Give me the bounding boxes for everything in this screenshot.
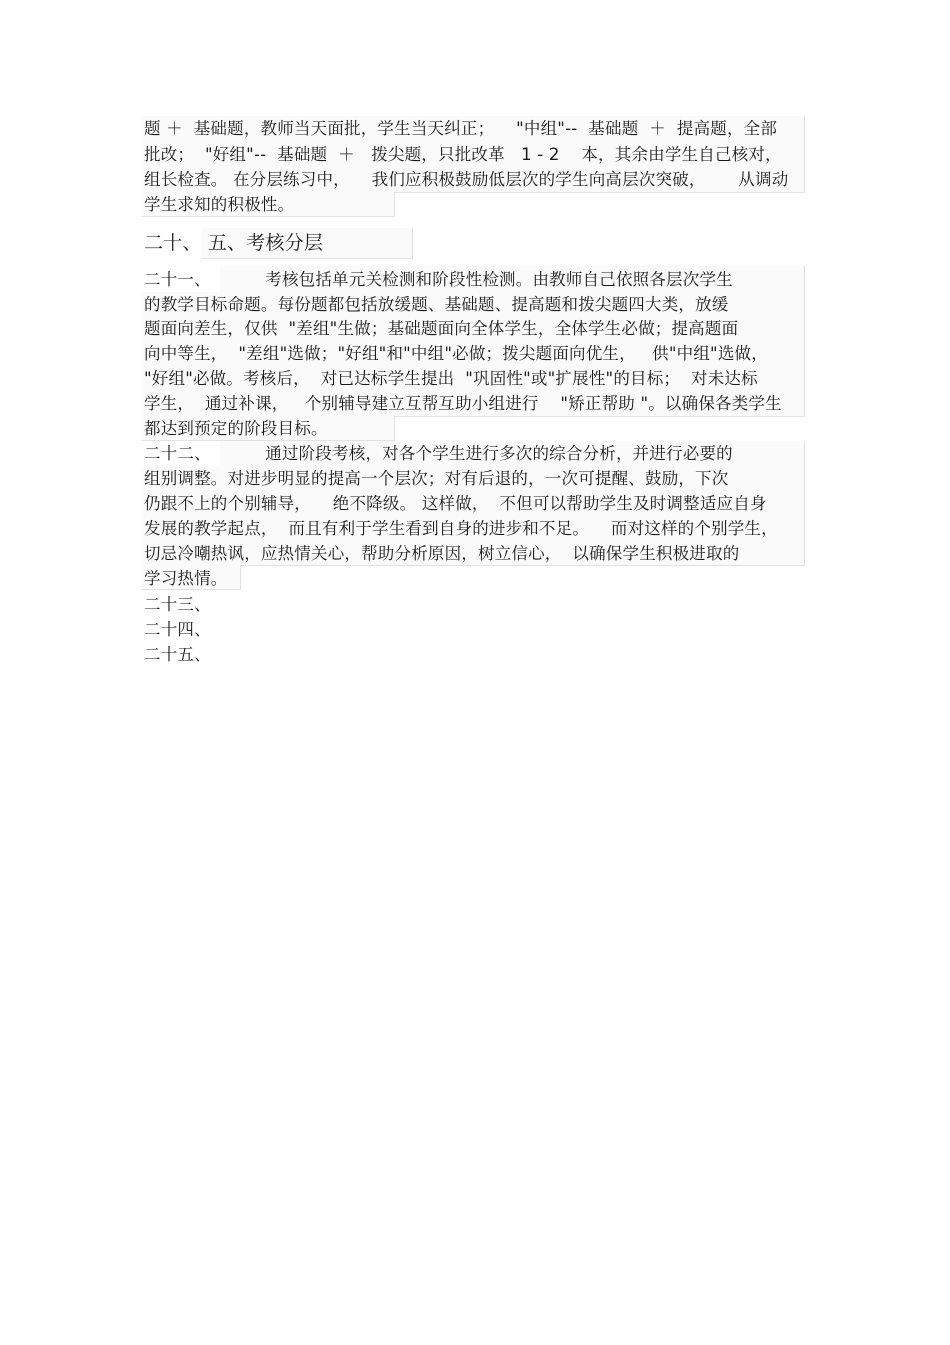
paragraph-line: 二十二、 通过阶段考核，对各个学生进行多次的综合分析，并进行必要的 [144,444,733,463]
paragraph-line: 切忌冷嘲热讽，应热情关心，帮助分析原因，树立信心， 以确保学生积极进取的 [144,544,740,563]
paragraph-line: "好组"必做。考核后， 对已达标学生提出 "巩固性"或"扩展性"的目标； 对未达标 [144,369,758,388]
paragraph-line: 组别调整。对进步明显的提高一个层次；对有后退的，一次可提醒、鼓励，下次 [144,469,729,488]
paragraph-line: 题面向差生，仅供 "差组"生做；基础题面向全体学生，全体学生必做；提高题面 [144,319,739,338]
paragraph-line: 题 ＋ 基础题，教师当天面批，学生当天纠正； "中组"-- 基础题 ＋ 提高题，全部 [144,119,778,138]
list-item: 二十三、 [144,595,211,614]
section-heading: 二十、 五、考核分层 [144,232,324,254]
paragraph-line: 组长检查。 在分层练习中， 我们应积极鼓励低层次的学生向高层次突破， 从调动 [144,170,789,189]
list-item: 二十四、 [144,620,211,639]
paragraph-line: 都达到预定的阶段目标。 [144,419,328,438]
paragraph-line: 二十一、 考核包括单元关检测和阶段性检测。由教师自己依照各层次学生 [144,270,733,289]
paragraph-line: 的教学目标命题。每份题都包括放缓题、基础题、提高题和拨尖题四大类，放缓 [144,295,729,314]
paragraph-line: 仍跟不上的个别辅导， 绝不降级。 这样做， 不但可以帮助学生及时调整适应自身 [144,494,767,513]
paragraph-line: 学生， 通过补课， 个别辅导建立互帮互助小组进行 "矫正帮助 "。以确保各类学生 [144,394,782,413]
paragraph-line: 向中等生， "差组"选做；"好组"和"中组"必做；拨尖题面向优生， 供"中组"选做， [144,344,768,363]
paragraph-line: 批改； "好组"-- 基础题 ＋ 拨尖题，只批改革 1 - 2 本，其余由学生自己核对， [144,145,782,164]
paragraph-line: 学习热情。 [144,569,228,588]
list-item: 二十五、 [144,645,211,664]
paragraph-line: 发展的教学起点， 而且有利于学生看到自身的进步和不足。 而对这样的个别学生， [144,519,778,538]
paragraph-line: 学生求知的积极性。 [144,195,295,214]
